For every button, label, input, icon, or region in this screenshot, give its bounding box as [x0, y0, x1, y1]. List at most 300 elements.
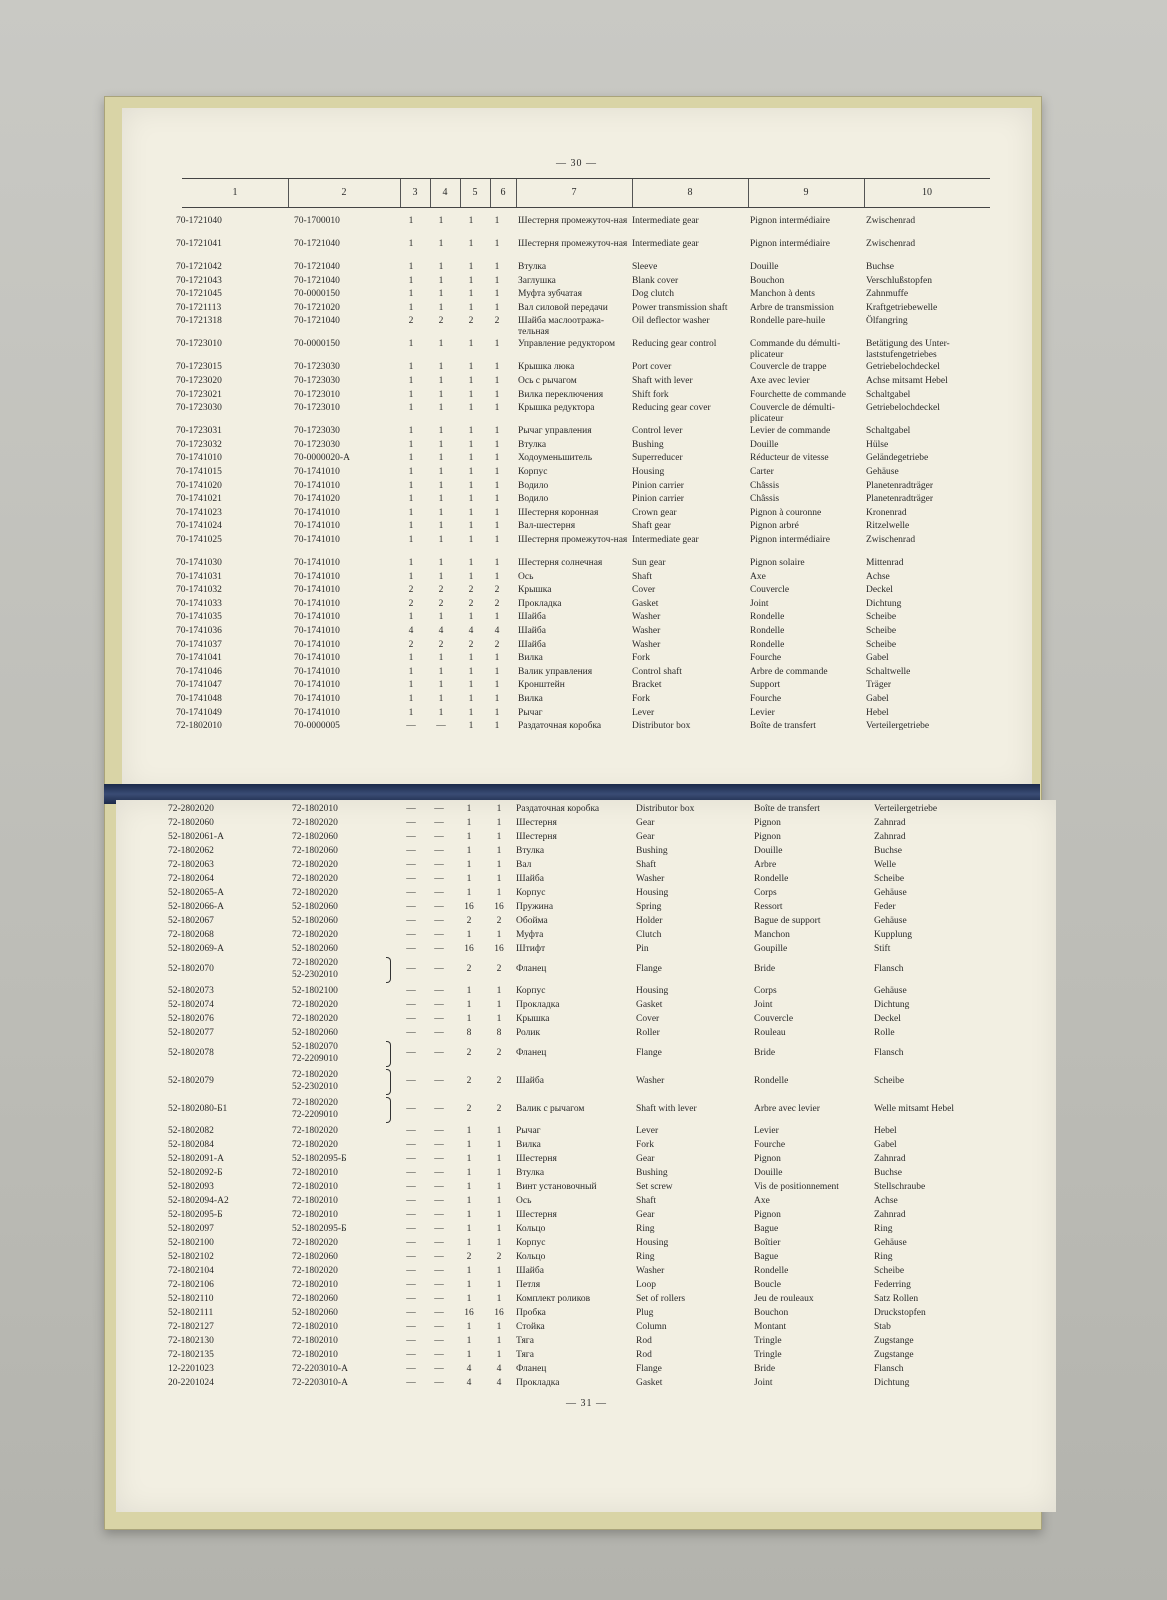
assembly-number: 70-1741010 — [294, 507, 340, 518]
qty-col-4: — — [434, 1104, 444, 1114]
name-german: Satz Rollen — [874, 1294, 919, 1304]
name-french: Axe avec levier — [750, 376, 810, 386]
part-number: 52-1802067 — [168, 916, 214, 926]
name-german: Federring — [874, 1280, 911, 1290]
assembly-number: 72-1802020 — [292, 958, 338, 968]
qty-col-6: 1 — [496, 1154, 502, 1164]
qty-col-3: — — [406, 1014, 416, 1024]
qty-col-5: 1 — [468, 467, 474, 477]
name-german: Gehäuse — [874, 1238, 907, 1248]
qty-col-5: 1 — [468, 694, 474, 704]
qty-col-4: 1 — [438, 389, 444, 400]
qty-col-4: 1 — [438, 239, 444, 249]
part-number: 70-1723021 — [176, 389, 222, 400]
qty-col-6: 1 — [496, 1350, 502, 1360]
assembly-number: 72-1802060 — [292, 1252, 338, 1262]
name-english: Gasket — [632, 598, 659, 609]
name-russian: Рычаг — [516, 1126, 541, 1136]
name-german: Planetenradträger — [866, 480, 933, 491]
qty-col-5: 1 — [466, 804, 472, 814]
name-french: Fourche — [754, 1140, 786, 1150]
qty-col-6: 1 — [496, 1168, 502, 1178]
qty-col-3: — — [406, 1378, 416, 1388]
qty-col-3: 4 — [408, 626, 414, 636]
qty-col-4: — — [434, 1294, 444, 1304]
qty-col-3: — — [406, 846, 416, 856]
part-number: 52-1802080-Б1 — [168, 1104, 228, 1114]
part-number: 70-1723032 — [176, 439, 222, 450]
qty-col-3: 1 — [408, 289, 414, 300]
qty-col-3: — — [406, 1364, 416, 1374]
name-english: Ring — [636, 1224, 655, 1234]
qty-col-3: — — [406, 1266, 416, 1276]
name-german: Zahnrad — [874, 818, 906, 828]
qty-col-3: — — [406, 1154, 416, 1164]
qty-col-4: — — [434, 1378, 444, 1388]
assembly-number: 70-1723030 — [294, 362, 340, 373]
table-header — [182, 178, 990, 208]
name-english: Shaft — [632, 571, 653, 582]
name-french: Ressort — [754, 902, 783, 912]
assembly-number: 70-1741010 — [294, 666, 340, 677]
qty-col-6: 1 — [496, 1014, 502, 1024]
qty-col-4: — — [434, 1196, 444, 1206]
part-number: 72-1802127 — [168, 1322, 214, 1332]
part-number: 70-1721041 — [176, 239, 222, 249]
qty-col-4: — — [434, 1308, 444, 1318]
part-number: 52-1802092-Б — [168, 1168, 223, 1178]
qty-col-6: 1 — [496, 986, 502, 996]
qty-col-6: 1 — [496, 846, 502, 856]
qty-col-5: 1 — [468, 376, 474, 386]
qty-col-4: 1 — [438, 521, 444, 532]
qty-col-3: — — [406, 1322, 416, 1332]
name-french: Axe — [754, 1196, 770, 1206]
name-english: Washer — [632, 626, 661, 636]
assembly-number: 70-0000020-А — [294, 453, 350, 464]
part-number: 70-1721040 — [176, 216, 222, 226]
name-german: Welle mitsamt Hebel — [874, 1104, 954, 1114]
name-english: Power transmission shaft — [632, 302, 728, 313]
part-number: 70-1741023 — [176, 507, 222, 518]
qty-col-6: 1 — [494, 289, 500, 300]
part-number: 52-1802110 — [168, 1294, 214, 1304]
name-german: Stab — [874, 1322, 891, 1332]
name-french: Boîte de transfert — [750, 721, 816, 732]
qty-col-3: — — [406, 1294, 416, 1304]
name-english: Flange — [636, 1364, 662, 1374]
assembly-number: 72-1802020 — [292, 1014, 338, 1024]
name-russian: Прокладка — [516, 1000, 560, 1010]
qty-col-4: 1 — [438, 403, 444, 414]
name-german: Hülse — [866, 439, 889, 450]
name-russian: Раздаточная коробка — [516, 804, 600, 814]
name-german: Scheibe — [866, 612, 897, 623]
qty-col-4: 1 — [438, 666, 444, 677]
part-number: 52-1802097 — [168, 1224, 214, 1234]
assembly-number: 72-1802020 — [292, 1000, 338, 1010]
name-russian: Шайба маслоотража-тельная — [518, 316, 604, 338]
part-number: 70-1741047 — [176, 680, 222, 691]
name-russian: Заглушка — [518, 275, 556, 286]
name-english: Reducing gear cover — [632, 403, 711, 414]
qty-col-4: 1 — [438, 289, 444, 300]
name-english: Intermediate gear — [632, 535, 699, 545]
qty-col-4: — — [434, 874, 444, 884]
name-german: Gabel — [866, 694, 889, 704]
name-russian: Вал-шестерня — [518, 521, 576, 532]
assembly-number: 72-1802020 — [292, 1126, 338, 1136]
qty-col-5: 1 — [468, 339, 474, 350]
name-german: Scheibe — [874, 1076, 905, 1086]
part-number: 52-1802078 — [168, 1048, 214, 1058]
assembly-number: 72-1802020 — [292, 1070, 338, 1080]
name-french: Douille — [754, 1168, 783, 1178]
qty-col-6: 1 — [496, 1140, 502, 1150]
name-german: Kronenrad — [866, 507, 907, 518]
qty-col-3: — — [406, 1280, 416, 1290]
qty-col-3: 2 — [408, 316, 414, 327]
name-french: Commande du démulti-plicateur — [750, 339, 841, 361]
name-russian: Шестерня — [516, 1210, 557, 1220]
name-english: Set of rollers — [636, 1294, 686, 1304]
qty-col-5: 2 — [468, 639, 474, 650]
qty-col-4: — — [434, 1168, 444, 1178]
qty-col-4: 1 — [438, 694, 444, 704]
qty-col-4: — — [434, 1076, 444, 1086]
qty-col-4: 1 — [438, 467, 444, 477]
qty-col-6: 1 — [496, 1280, 502, 1290]
qty-col-4: — — [436, 721, 446, 732]
qty-col-5: 1 — [466, 1294, 472, 1304]
qty-col-6: 8 — [496, 1028, 502, 1038]
qty-col-6: 1 — [494, 521, 500, 532]
part-number: 70-1723031 — [176, 426, 222, 437]
qty-col-5: 2 — [468, 316, 474, 327]
name-english: Shift fork — [632, 389, 669, 400]
part-number: 70-1741021 — [176, 494, 222, 505]
assembly-number: 70-1741010 — [294, 707, 340, 718]
qty-col-4: 1 — [438, 612, 444, 623]
name-french: Corps — [754, 888, 777, 898]
qty-col-3: — — [406, 888, 416, 898]
name-english: Set screw — [636, 1182, 673, 1192]
name-russian: Крышка люка — [518, 362, 575, 373]
qty-col-4: 1 — [438, 494, 444, 505]
name-french: Bouchon — [750, 275, 785, 286]
part-number: 72-1802104 — [168, 1266, 214, 1276]
assembly-number: 70-1741010 — [294, 535, 340, 545]
name-german: Buchse — [874, 1168, 902, 1178]
name-french: Pignon intermédiaire — [750, 216, 830, 226]
qty-col-5: 1 — [466, 888, 472, 898]
qty-col-6: 1 — [494, 275, 500, 286]
part-number: 52-1802091-А — [168, 1154, 224, 1164]
name-english: Fork — [632, 653, 650, 664]
qty-col-6: 16 — [494, 1308, 504, 1318]
part-number: 12-2201023 — [168, 1364, 214, 1374]
qty-col-6: 1 — [494, 362, 500, 373]
name-french: Bague — [754, 1224, 779, 1234]
assembly-number: 72-1802060 — [292, 1294, 338, 1304]
qty-col-4: 1 — [438, 439, 444, 450]
col-header-4: 4 — [442, 187, 448, 198]
name-russian: Валик с рычагом — [516, 1104, 585, 1114]
qty-col-5: 1 — [468, 480, 474, 491]
part-number: 70-1741046 — [176, 666, 222, 677]
name-russian: Крышка — [516, 1014, 550, 1024]
name-french: Pignon — [754, 1154, 781, 1164]
assembly-number: 72-1802010 — [292, 1322, 338, 1332]
name-english: Gear — [636, 832, 655, 842]
qty-col-5: 16 — [464, 944, 474, 954]
part-number: 70-1741035 — [176, 612, 222, 623]
name-german: Scheibe — [874, 1266, 905, 1276]
qty-col-4: 1 — [438, 376, 444, 386]
name-french: Pignon solaire — [750, 558, 805, 568]
qty-col-3: 1 — [408, 262, 414, 272]
name-russian: Прокладка — [516, 1378, 560, 1388]
qty-col-3: — — [406, 1210, 416, 1220]
qty-col-3: 1 — [408, 558, 414, 568]
name-russian: Втулка — [518, 262, 547, 272]
name-french: Tringle — [754, 1350, 782, 1360]
name-russian: Муфта — [516, 930, 544, 940]
assembly-number: 72-1802010 — [292, 1196, 338, 1206]
name-russian: Шестерня промежуточ-ная — [518, 535, 628, 545]
name-english: Control shaft — [632, 666, 682, 677]
qty-col-5: 1 — [468, 707, 474, 718]
name-russian: Вилка — [518, 653, 543, 664]
name-russian: Кольцо — [516, 1224, 546, 1234]
qty-col-5: 1 — [466, 930, 472, 940]
qty-col-4: — — [434, 964, 444, 974]
qty-col-6: 1 — [494, 426, 500, 437]
name-english: Lever — [636, 1126, 659, 1136]
qty-col-4: 1 — [438, 653, 444, 664]
qty-col-6: 1 — [496, 832, 502, 842]
name-russian: Кронштейн — [518, 680, 565, 691]
qty-col-3: — — [406, 1104, 416, 1114]
qty-col-6: 1 — [496, 1238, 502, 1248]
name-russian: Ролик — [516, 1028, 541, 1038]
assembly-number: 70-1721040 — [294, 262, 340, 272]
assembly-number: 70-1741020 — [294, 494, 340, 505]
name-french: Joint — [754, 1378, 773, 1388]
name-russian: Вал — [516, 860, 532, 870]
qty-col-3: — — [406, 1076, 416, 1086]
qty-col-3: — — [406, 818, 416, 828]
qty-col-3: 1 — [408, 426, 414, 437]
qty-col-5: 1 — [466, 1322, 472, 1332]
assembly-number: 70-1723030 — [294, 439, 340, 450]
part-number: 52-1802084 — [168, 1140, 214, 1150]
col-header-7: 7 — [571, 187, 577, 198]
qty-col-6: 1 — [496, 1196, 502, 1206]
qty-col-5: 1 — [466, 1140, 472, 1150]
name-french: Pignon arbré — [750, 521, 799, 532]
qty-col-3: 1 — [408, 571, 414, 582]
name-english: Superreducer — [632, 453, 683, 464]
col-header-10: 10 — [922, 187, 932, 198]
qty-col-6: 1 — [494, 707, 500, 718]
name-german: Scheibe — [874, 874, 905, 884]
assembly-number: 70-1741010 — [294, 585, 340, 596]
qty-col-3: — — [406, 916, 416, 926]
qty-col-5: 16 — [464, 1308, 474, 1318]
part-number: 70-1741032 — [176, 585, 222, 596]
qty-col-3: — — [406, 944, 416, 954]
part-number: 70-1723020 — [176, 376, 222, 386]
qty-col-4: — — [434, 860, 444, 870]
qty-col-3: 1 — [408, 507, 414, 518]
name-russian: Обойма — [516, 916, 548, 926]
name-english: Blank cover — [632, 275, 679, 286]
name-english: Sun gear — [632, 558, 666, 568]
name-english: Pin — [636, 944, 649, 954]
qty-col-5: 1 — [468, 362, 474, 373]
name-german: Druckstopfen — [874, 1308, 926, 1318]
part-number: 52-1802079 — [168, 1076, 214, 1086]
name-french: Bague — [754, 1252, 779, 1262]
name-french: Pignon intermédiaire — [750, 239, 830, 249]
qty-col-3: — — [406, 721, 416, 732]
qty-col-3: 1 — [408, 653, 414, 664]
qty-col-5: 1 — [468, 721, 474, 732]
part-number: 20-2201024 — [168, 1378, 214, 1388]
name-german: Achse — [874, 1196, 898, 1206]
col-header-9: 9 — [803, 187, 809, 198]
name-german: Feder — [874, 902, 896, 912]
name-english: Intermediate gear — [632, 216, 699, 226]
grouping-brace — [386, 1041, 391, 1067]
name-german: Mittenrad — [866, 558, 904, 568]
qty-col-3: — — [406, 1308, 416, 1318]
col-header-6: 6 — [500, 187, 506, 198]
name-russian: Прокладка — [518, 598, 562, 609]
qty-col-4: — — [434, 944, 444, 954]
qty-col-5: 1 — [468, 216, 474, 226]
part-number: 72-1802106 — [168, 1280, 214, 1290]
grouping-brace — [386, 957, 391, 983]
qty-col-4: — — [434, 1126, 444, 1136]
name-russian: Кольцо — [516, 1252, 546, 1262]
name-french: Axe — [750, 571, 766, 582]
assembly-number: 72-1802010 — [292, 804, 338, 814]
name-french: Pignon — [754, 832, 781, 842]
part-number: 52-1802074 — [168, 1000, 214, 1010]
qty-col-4: — — [434, 832, 444, 842]
name-russian: Управление редуктором — [518, 339, 616, 350]
name-english: Column — [636, 1322, 667, 1332]
name-german: Hebel — [874, 1126, 897, 1136]
qty-col-4: 1 — [438, 507, 444, 518]
qty-col-4: — — [434, 930, 444, 940]
qty-col-5: 1 — [466, 1196, 472, 1206]
name-german: Planetenradträger — [866, 494, 933, 505]
qty-col-3: — — [406, 1126, 416, 1136]
name-russian: Штифт — [516, 944, 546, 954]
qty-col-6: 1 — [494, 239, 500, 249]
qty-col-4: — — [434, 1000, 444, 1010]
name-french: Douille — [754, 846, 783, 856]
qty-col-6: 16 — [494, 902, 504, 912]
qty-col-3: 1 — [408, 362, 414, 373]
qty-col-6: 1 — [494, 339, 500, 350]
name-russian: Ось с рычагом — [518, 376, 577, 386]
qty-col-5: 16 — [464, 902, 474, 912]
name-english: Rod — [636, 1336, 652, 1346]
part-number: 70-1741033 — [176, 598, 222, 609]
name-german: Zahnrad — [874, 1210, 906, 1220]
name-russian: Фланец — [516, 964, 547, 974]
qty-col-5: 1 — [466, 1000, 472, 1010]
qty-col-6: 1 — [496, 1126, 502, 1136]
name-german: Zwischenrad — [866, 239, 916, 249]
name-english: Plug — [636, 1308, 654, 1318]
name-english: Bushing — [636, 846, 668, 856]
name-english: Bracket — [632, 680, 662, 691]
name-french: Pignon — [754, 818, 781, 828]
part-number: 70-1741024 — [176, 521, 222, 532]
name-french: Bride — [754, 964, 776, 974]
name-french: Bride — [754, 1364, 776, 1374]
name-russian: Рычаг управления — [518, 426, 592, 437]
assembly-number-secondary: 72-2209010 — [292, 1110, 338, 1120]
name-english: Fork — [636, 1140, 654, 1150]
name-russian: Фланец — [516, 1364, 547, 1374]
qty-col-3: 1 — [408, 239, 414, 249]
assembly-number: 70-1741010 — [294, 598, 340, 609]
part-number: 52-1802073 — [168, 986, 214, 996]
name-english: Bushing — [636, 1168, 668, 1178]
name-russian: Муфта зубчатая — [518, 289, 582, 300]
name-english: Cover — [636, 1014, 660, 1024]
name-russian: Шестерня — [516, 832, 557, 842]
qty-col-6: 2 — [496, 1048, 502, 1058]
part-number: 70-1741048 — [176, 694, 222, 704]
assembly-number: 72-1802020 — [292, 860, 338, 870]
part-number: 52-1802082 — [168, 1126, 214, 1136]
qty-col-4: 1 — [438, 680, 444, 691]
assembly-number: 70-1741010 — [294, 521, 340, 532]
name-german: Schaltgabel — [866, 426, 911, 437]
part-number: 70-1741049 — [176, 707, 222, 718]
part-number: 70-1741015 — [176, 467, 222, 477]
col-header-8: 8 — [687, 187, 693, 198]
col-header-2: 2 — [341, 187, 347, 198]
qty-col-6: 1 — [494, 453, 500, 464]
name-russian: Ось — [516, 1196, 532, 1206]
qty-col-4: — — [434, 1154, 444, 1164]
name-english: Shaft — [636, 1196, 657, 1206]
qty-col-6: 1 — [494, 571, 500, 582]
assembly-number: 70-1741010 — [294, 558, 340, 568]
qty-col-4: 1 — [438, 216, 444, 226]
name-russian: Шайба — [516, 1266, 544, 1276]
qty-col-3: 1 — [408, 680, 414, 691]
qty-col-5: 1 — [468, 426, 474, 437]
qty-col-6: 1 — [496, 818, 502, 828]
qty-col-6: 2 — [496, 964, 502, 974]
part-number: 70-1721045 — [176, 289, 222, 300]
name-russian: Корпус — [516, 1238, 546, 1248]
qty-col-6: 1 — [496, 874, 502, 884]
name-german: Zahnmuffe — [866, 289, 909, 300]
name-french: Arbre — [754, 860, 777, 870]
name-german: Rolle — [874, 1028, 895, 1038]
name-german: Zwischenrad — [866, 535, 916, 545]
